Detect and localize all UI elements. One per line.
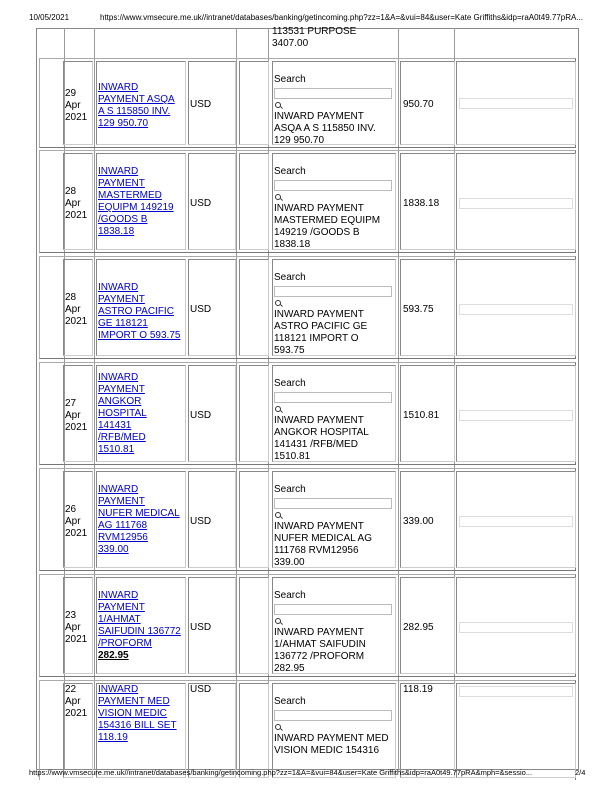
date-cell: 23 Apr 2021 bbox=[63, 577, 93, 674]
description-link[interactable]: INWARD PAYMENT NUFER MEDICAL AG 111768 RVM12956 339.00 bbox=[98, 484, 180, 555]
blank-cell bbox=[239, 683, 269, 778]
description-cell bbox=[96, 259, 186, 356]
blank-cell bbox=[239, 61, 269, 145]
detail-cell: Search INWARD PAYMENT ASQA A S 115850 INV. 129 950.70 bbox=[272, 61, 396, 145]
table-row bbox=[39, 58, 576, 148]
currency-cell: USD bbox=[188, 61, 236, 145]
date-cell bbox=[63, 61, 93, 145]
date-cell: 28 Apr 2021 bbox=[63, 153, 93, 250]
search-input[interactable] bbox=[274, 392, 392, 403]
description-link[interactable]: INWARD PAYMENT ASTRO PACIFIC GE 118121 IMPORT O 593.75 bbox=[98, 282, 181, 341]
detail-line: 3407.00 bbox=[272, 38, 309, 49]
search-label: Search bbox=[274, 696, 306, 707]
note-input[interactable] bbox=[459, 410, 573, 421]
note-input[interactable] bbox=[459, 98, 573, 109]
amount-cell: 339.00 bbox=[400, 471, 455, 568]
date-cell: 22 Apr 2021 bbox=[63, 683, 93, 778]
detail-cell: Search INWARD PAYMENT MED VISION MEDIC 154316 bbox=[272, 683, 396, 778]
note-input[interactable] bbox=[459, 622, 573, 633]
detail-line: 113531 PURPOSE bbox=[272, 26, 357, 37]
search-input[interactable] bbox=[274, 88, 392, 99]
blank-cell bbox=[239, 471, 269, 568]
blank-cell bbox=[239, 365, 269, 462]
search-icon[interactable] bbox=[274, 617, 284, 627]
detail-cell: Search INWARD PAYMENT MASTERMED EQUIPM 149219 /GOODS B 1838.18 bbox=[272, 153, 396, 250]
detail-cell: Search INWARD PAYMENT 1/AHMAT SAIFUDIN 136772 /PROFORM 282.95 bbox=[272, 577, 396, 674]
currency-cell: USD bbox=[188, 365, 236, 462]
date-day: 29 bbox=[65, 88, 77, 99]
partial-row-detail bbox=[272, 26, 356, 50]
currency-cell: USD bbox=[188, 471, 236, 568]
search-input[interactable] bbox=[274, 498, 392, 509]
description-link[interactable]: INWARD PAYMENT MASTERMED EQUIPM 149219 /GOODS B 1838.18 bbox=[98, 166, 174, 237]
blank-cell bbox=[239, 259, 269, 356]
detail-cell: Search INWARD PAYMENT NUFER MEDICAL AG 111768 RVM12956 339.00 bbox=[272, 471, 396, 568]
description-cell bbox=[96, 683, 186, 778]
search-label: Search bbox=[274, 166, 306, 177]
description-link[interactable]: INWARD PAYMENT MED VISION MEDIC 154316 BILL SET 118.19 bbox=[98, 684, 177, 743]
search-icon[interactable] bbox=[274, 101, 284, 111]
note-input[interactable] bbox=[459, 686, 573, 697]
print-header-url: https://www.vmsecure.me.uk//intranet/databases/banking/getincoming.php?zz=1&A=&vui=84&user=Kate Griffiths&idp=raA0t49.77pRA... bbox=[100, 13, 584, 22]
description-cell bbox=[96, 365, 186, 462]
amount-cell: 282.95 bbox=[400, 577, 455, 674]
table-row bbox=[39, 574, 576, 677]
amount-cell: 950.70 bbox=[400, 61, 455, 145]
search-input[interactable] bbox=[274, 286, 392, 297]
currency-cell: USD bbox=[188, 683, 236, 778]
currency-cell: USD bbox=[188, 259, 236, 356]
description-link[interactable]: INWARD PAYMENT 1/AHMAT SAIFUDIN 136772 /PROFORM 282.95 bbox=[98, 590, 181, 661]
amount-cell: 1838.18 bbox=[400, 153, 455, 250]
detail-cell: Search INWARD PAYMENT ANGKOR HOSPITAL 141431 /RFB/MED 1510.81 bbox=[272, 365, 396, 462]
note-input[interactable] bbox=[459, 304, 573, 315]
table-row bbox=[39, 256, 576, 359]
note-cell bbox=[456, 683, 576, 778]
search-icon[interactable] bbox=[274, 723, 284, 733]
description-cell bbox=[96, 61, 186, 145]
date-cell: 28 Apr 2021 bbox=[63, 259, 93, 356]
search-input[interactable] bbox=[274, 710, 392, 721]
note-cell bbox=[456, 365, 576, 462]
search-icon[interactable] bbox=[274, 299, 284, 309]
table-row bbox=[39, 468, 576, 571]
description-cell bbox=[96, 153, 186, 250]
currency-cell: USD bbox=[188, 577, 236, 674]
table-row bbox=[39, 680, 576, 780]
search-icon[interactable] bbox=[274, 511, 284, 521]
blank-cell bbox=[239, 153, 269, 250]
detail-cell: Search INWARD PAYMENT ASTRO PACIFIC GE 118121 IMPORT O 593.75 bbox=[272, 259, 396, 356]
note-cell bbox=[456, 471, 576, 568]
currency-cell: USD bbox=[188, 153, 236, 250]
note-input[interactable] bbox=[459, 198, 573, 209]
note-cell bbox=[456, 577, 576, 674]
note-input[interactable] bbox=[459, 516, 573, 527]
amount-cell: 593.75 bbox=[400, 259, 455, 356]
table-row bbox=[39, 150, 576, 253]
print-date: 10/05/2021 bbox=[29, 13, 70, 22]
note-cell bbox=[456, 259, 576, 356]
search-label: Search bbox=[274, 590, 306, 601]
date-cell: 26 Apr 2021 bbox=[63, 471, 93, 568]
search-label: Search bbox=[274, 484, 306, 495]
print-footer-url: https://www.vmsecure.me.uk//intranet/databases/banking/getincoming.php?zz=1&A=&vui=84&user=Kate Griffiths&idp=raA0t49.77pRA&mph=&sessio... bbox=[29, 768, 533, 777]
description-link[interactable]: INWARD PAYMENT ANGKOR HOSPITAL 141431 /RFB/MED 1510.81 bbox=[98, 372, 147, 455]
amount-cell: 118.19 bbox=[400, 683, 455, 778]
amount-cell: 1510.81 bbox=[400, 365, 455, 462]
blank-cell bbox=[239, 577, 269, 674]
date-cell: 27 Apr 2021 bbox=[63, 365, 93, 462]
search-input[interactable] bbox=[274, 604, 392, 615]
search-icon[interactable] bbox=[274, 405, 284, 415]
search-label: Search bbox=[274, 74, 306, 85]
page-number: 2/4 bbox=[575, 768, 586, 777]
search-input[interactable] bbox=[274, 180, 392, 191]
description-link[interactable]: INWARD PAYMENT ASQA A S 115850 INV. 129 950.70 bbox=[98, 82, 175, 129]
date-month: Apr bbox=[65, 100, 81, 111]
search-icon[interactable] bbox=[274, 193, 284, 203]
search-label: Search bbox=[274, 272, 306, 283]
search-label: Search bbox=[274, 378, 306, 389]
description-cell bbox=[96, 577, 186, 674]
table-row bbox=[39, 362, 576, 465]
note-cell bbox=[456, 61, 576, 145]
description-cell bbox=[96, 471, 186, 568]
note-cell bbox=[456, 153, 576, 250]
date-year: 2021 bbox=[65, 112, 88, 123]
